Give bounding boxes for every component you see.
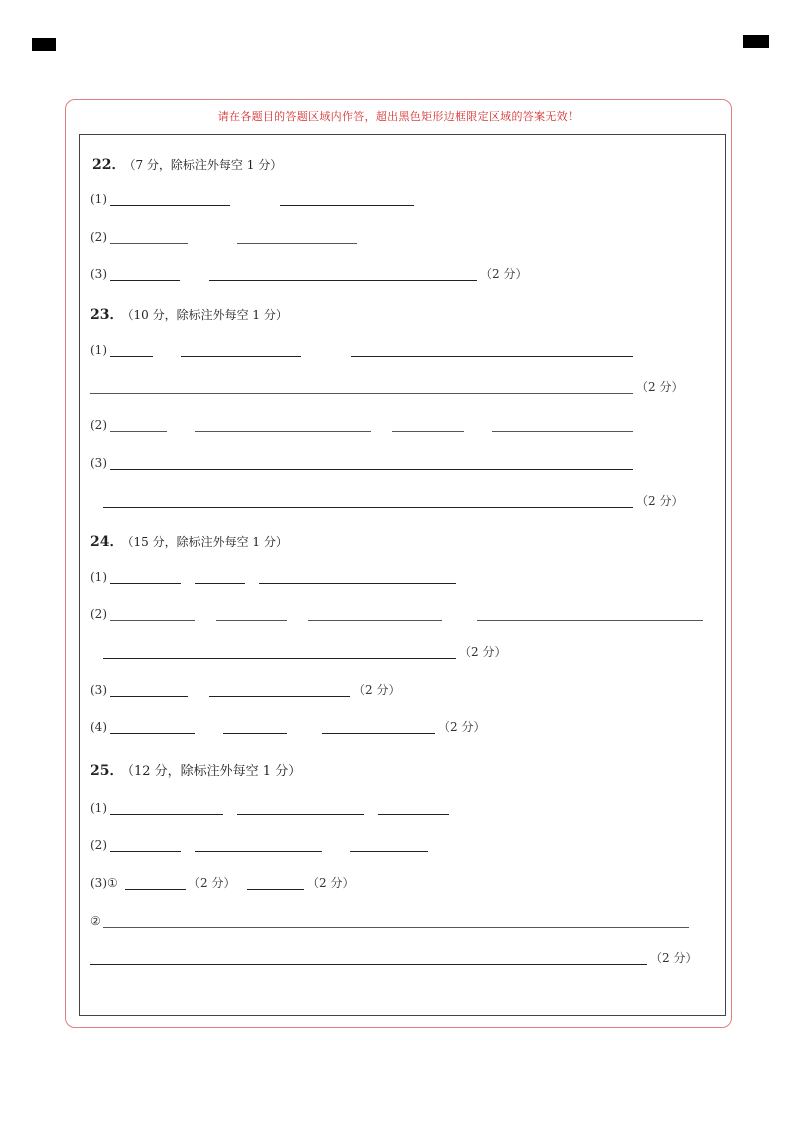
q24-1-blank-c[interactable] — [259, 583, 456, 584]
q25-3-blank-b[interactable] — [247, 889, 304, 890]
question-25-points: （12 分，除标注外每空 1 分） — [127, 764, 302, 779]
q23-2-blank-d[interactable] — [492, 431, 633, 432]
q24-1-blank-a[interactable] — [110, 583, 181, 584]
q25-3-score-a: （2 分） — [188, 876, 236, 890]
q24-2-blank-c[interactable] — [308, 620, 442, 621]
q24-4-blank-b[interactable] — [223, 733, 287, 734]
q25-3-blank-c[interactable] — [103, 927, 689, 928]
q23-2-blank-c[interactable] — [392, 431, 464, 432]
q24-2-blank-e[interactable] — [103, 658, 456, 659]
q23-1-blank-b[interactable] — [181, 356, 301, 357]
question-23-number: 23． — [90, 307, 124, 323]
q23-part-3-label: (3) — [90, 456, 107, 470]
q25-3-blank-d[interactable] — [90, 964, 647, 965]
q24-2-blank-d[interactable] — [477, 620, 703, 621]
q22-2-blank-b[interactable] — [237, 243, 357, 244]
q22-part-3-label: (3) — [90, 267, 107, 281]
q24-part-3-label: (3) — [90, 683, 107, 697]
q23-3-blank-a[interactable] — [110, 469, 633, 470]
q24-2-blank-b[interactable] — [216, 620, 287, 621]
q22-part-1-label: (1) — [90, 192, 107, 206]
q22-1-blank-a[interactable] — [110, 205, 230, 206]
q25-part-3-label: (3)① — [90, 876, 118, 890]
q23-1-blank-a[interactable] — [110, 356, 153, 357]
q23-part-1-label: (1) — [90, 343, 107, 357]
q24-2-score: （2 分） — [459, 645, 507, 659]
question-25-number: 25． — [90, 763, 124, 779]
question-22-points: （7 分，除标注外每空 1 分） — [129, 158, 283, 172]
q23-3-score: （2 分） — [636, 494, 684, 508]
q24-3-blank-a[interactable] — [110, 696, 188, 697]
answer-area-notice: 请在各题目的答题区域内作答，超出黑色矩形边框限定区域的答案无效！ — [217, 110, 580, 123]
q24-4-score: （2 分） — [438, 720, 486, 734]
q24-1-blank-b[interactable] — [195, 583, 245, 584]
q23-3-blank-b[interactable] — [103, 507, 633, 508]
q25-3-blank-a[interactable] — [125, 889, 186, 890]
q22-3-score: （2 分） — [480, 267, 528, 281]
q25-1-blank-b[interactable] — [237, 814, 364, 815]
q24-4-blank-a[interactable] — [110, 733, 195, 734]
question-23-title — [90, 304, 288, 324]
q23-part-2-label: (2) — [90, 418, 107, 432]
q23-1-blank-c[interactable] — [351, 356, 633, 357]
alignment-marker-right — [743, 35, 769, 48]
q24-part-4-label: (4) — [90, 720, 107, 734]
q25-part-3-sub-2-label: ② — [90, 914, 101, 928]
q25-part-1-label: (1) — [90, 801, 107, 815]
question-24-points: （15 分，除标注外每空 1 分） — [127, 535, 288, 549]
q24-3-score: （2 分） — [353, 683, 401, 697]
q25-1-blank-c[interactable] — [378, 814, 449, 815]
question-24-number: 24． — [90, 534, 124, 550]
q22-part-2-label: (2) — [90, 230, 107, 244]
q25-part-2-label: (2) — [90, 838, 107, 852]
question-25-title — [90, 760, 301, 780]
q24-4-blank-c[interactable] — [322, 733, 435, 734]
q24-part-2-label: (2) — [90, 607, 107, 621]
q22-1-blank-b[interactable] — [280, 205, 414, 206]
q25-2-blank-b[interactable] — [195, 851, 322, 852]
question-23-points: （10 分，除标注外每空 1 分） — [127, 308, 288, 322]
q25-3-score-b: （2 分） — [307, 876, 355, 890]
q22-3-blank-a[interactable] — [110, 280, 180, 281]
q22-2-blank-a[interactable] — [110, 243, 188, 244]
q22-3-blank-b[interactable] — [209, 280, 477, 281]
question-22-title — [92, 154, 282, 174]
q23-2-blank-a[interactable] — [110, 431, 167, 432]
q25-2-blank-a[interactable] — [110, 851, 181, 852]
q24-part-1-label: (1) — [90, 570, 107, 584]
question-22-number: 22． — [92, 157, 126, 173]
q25-1-blank-a[interactable] — [110, 814, 223, 815]
answer-box-border — [79, 134, 726, 1016]
q24-3-blank-b[interactable] — [209, 696, 350, 697]
q23-1-blank-d[interactable] — [90, 393, 633, 394]
q25-2-blank-c[interactable] — [350, 851, 428, 852]
q24-2-blank-a[interactable] — [110, 620, 195, 621]
q23-1-score: （2 分） — [636, 380, 684, 394]
question-24-title — [90, 531, 288, 551]
alignment-marker-left — [32, 38, 56, 51]
q23-2-blank-b[interactable] — [195, 431, 371, 432]
q25-3-score-c: （2 分） — [650, 951, 698, 965]
